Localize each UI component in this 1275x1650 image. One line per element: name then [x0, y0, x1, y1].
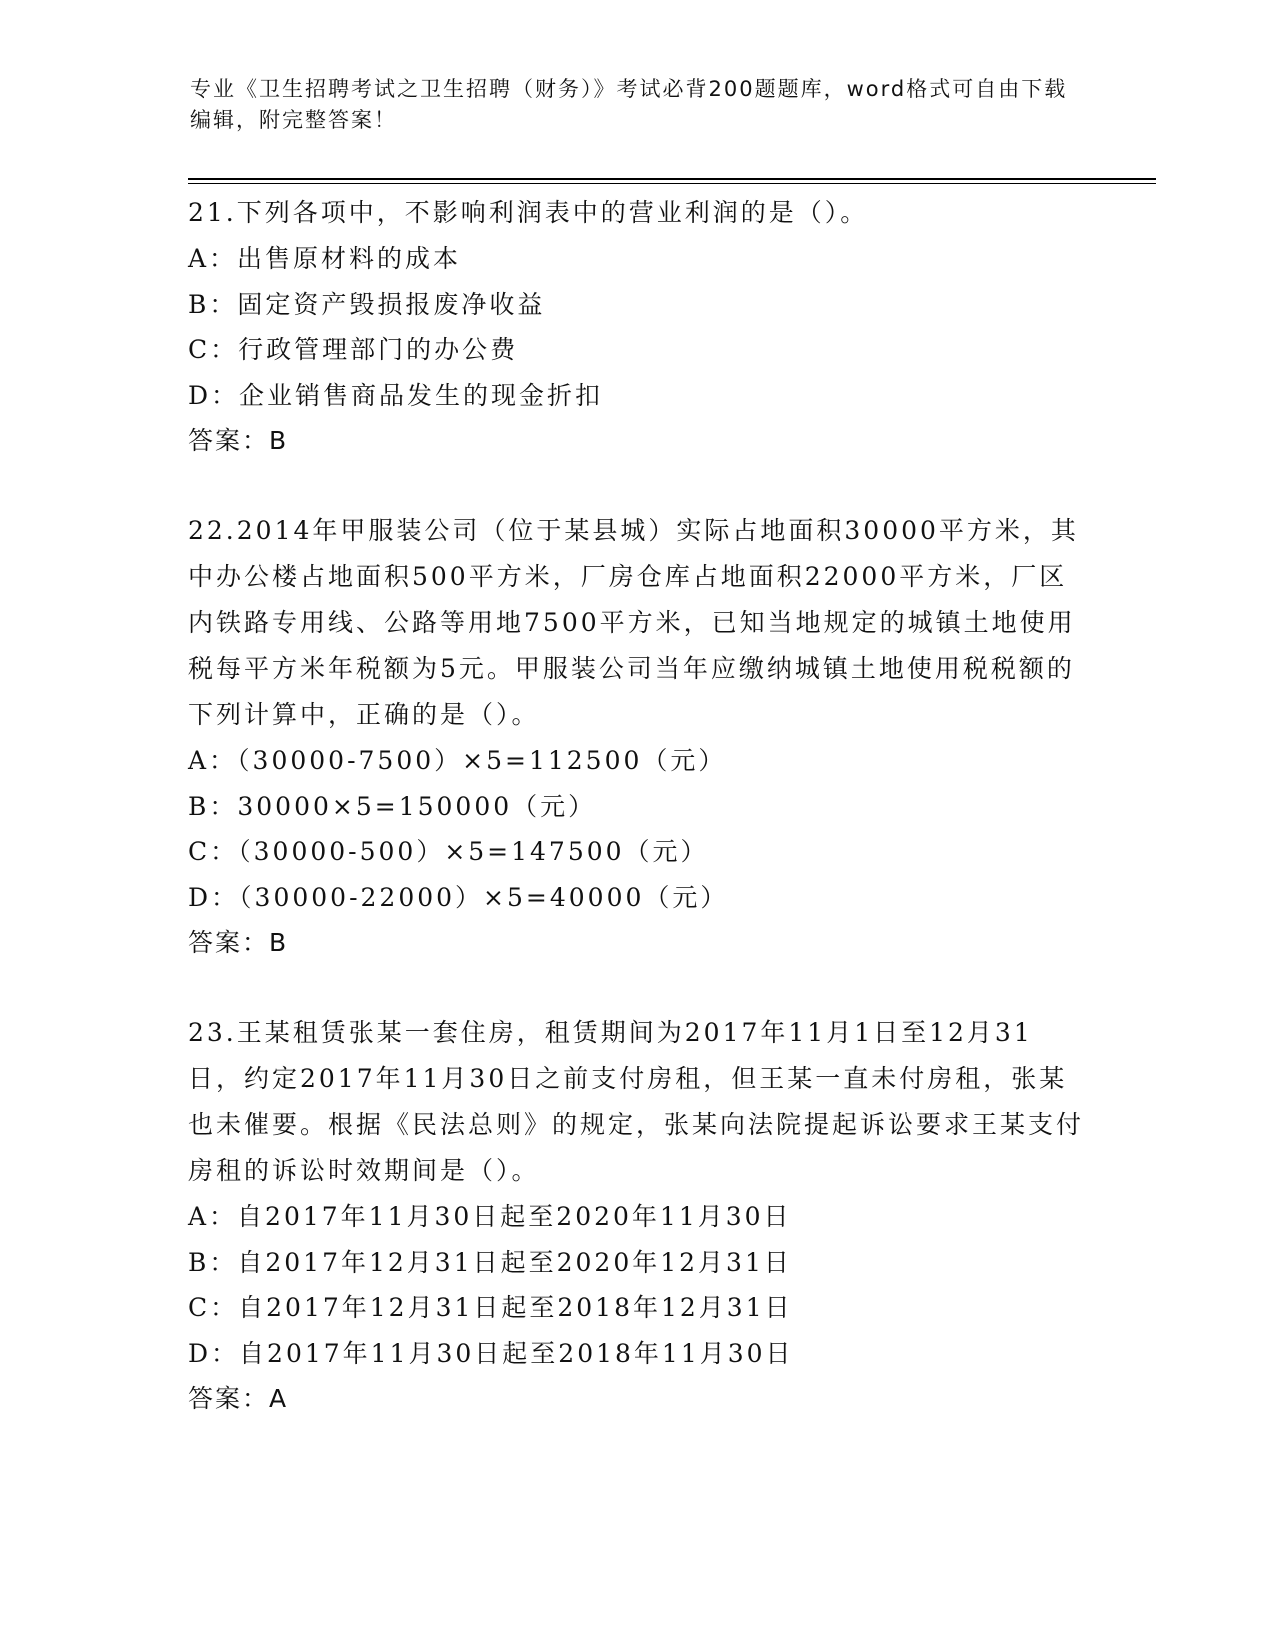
- option-d: D：企业销售商品发生的现金折扣: [188, 380, 604, 410]
- option-d: D：（30000-22000）×5=40000（元）: [188, 882, 729, 912]
- option-d: D：自2017年11月30日起至2018年11月30日: [188, 1338, 794, 1368]
- question-stem: 22.2014年甲服装公司（位于某县城）实际占地面积30000平方米，其中办公楼占地面积500平方米，厂房仓库占地面积22000平方米，厂区内铁路专用线、公路等用地7500平方米，已知当地规定的城镇土地使用税每平方米年税额为5元。甲服装公司当年应缴纳城镇土地使用税税额的下列计算中，正确的是（）。: [188, 516, 1079, 729]
- option-b: B：固定资产毁损报废净收益: [188, 289, 546, 319]
- question-22: [188, 508, 1088, 965]
- document-header: 专业《卫生招聘考试之卫生招聘（财务）》考试必背200题题库，word格式可自由下载编辑，附完整答案！: [190, 77, 1068, 132]
- option-a: A：出售原材料的成本: [188, 244, 462, 273]
- option-c: C：自2017年12月31日起至2018年12月31日: [188, 1293, 793, 1322]
- option-a: A：自2017年11月30日起至2020年11月30日: [188, 1202, 792, 1231]
- answer-line: 答案：A: [188, 1384, 289, 1413]
- question-21: [188, 190, 1088, 463]
- question-spacer: [188, 463, 1088, 508]
- answer-line: 答案：B: [188, 426, 289, 455]
- answer-line: 答案：B: [188, 928, 289, 957]
- option-a: A：（30000-7500）×5=112500（元）: [188, 746, 727, 775]
- question-23: [188, 1010, 1088, 1421]
- option-b: B：30000×5=150000（元）: [188, 791, 597, 821]
- question-spacer: [188, 965, 1088, 1010]
- header-divider-thick: [188, 178, 1156, 180]
- question-list: [188, 190, 1088, 1421]
- option-b: B：自2017年12月31日起至2020年12月31日: [188, 1247, 792, 1277]
- question-stem: 21.下列各项中，不影响利润表中的营业利润的是（）。: [188, 198, 869, 227]
- header-divider-thin: [188, 183, 1156, 184]
- option-c: C：（30000-500）×5=147500（元）: [188, 837, 709, 866]
- option-c: C：行政管理部门的办公费: [188, 335, 519, 364]
- question-stem: 23.王某租赁张某一套住房，租赁期间为2017年11月1日至12月31日，约定2017年11月30日之前支付房租，但王某一直未付房租，张某也未催要。根据《民法总则》的规定，张某向法院提起诉讼要求王某支付房租的诉讼时效期间是（）。: [188, 1018, 1085, 1185]
